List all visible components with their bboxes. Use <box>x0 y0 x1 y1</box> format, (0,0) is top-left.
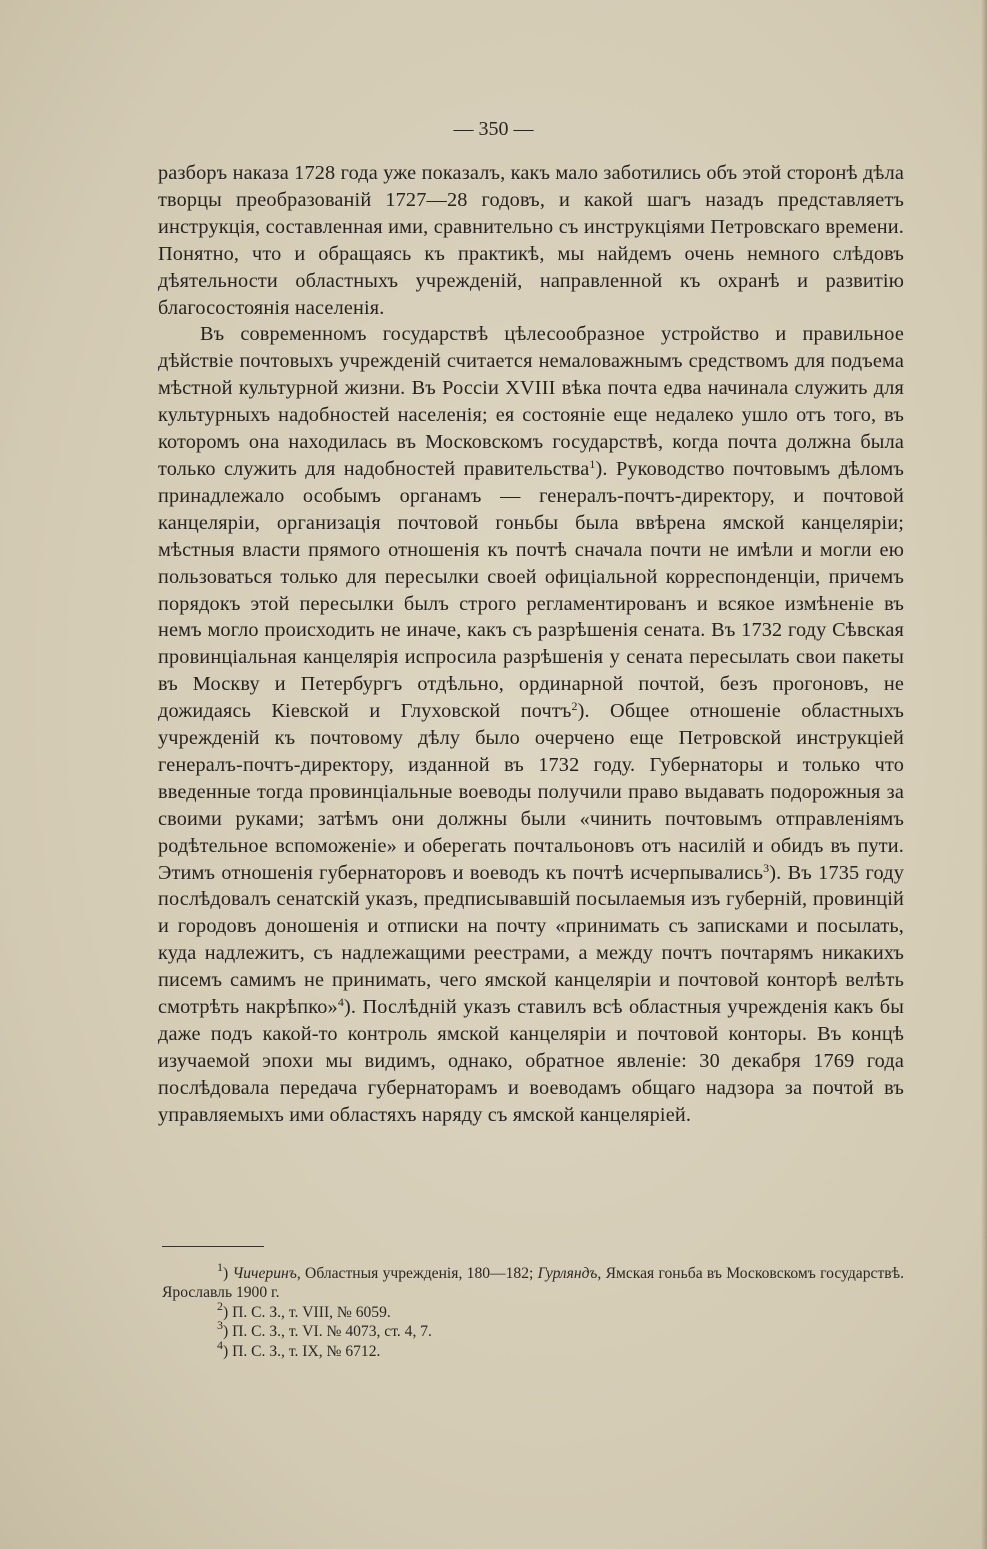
footnote-ref-1: 1 <box>589 456 596 471</box>
footnote-1-author-2: Гурляндъ <box>537 1265 598 1282</box>
footnote-4 <box>162 1337 904 1361</box>
footnotes <box>162 1260 904 1361</box>
footnote-2-marker: 2 <box>217 1298 223 1313</box>
paragraph-2-part-3: ). Общее отношеніе областныхъ учрежденій къ почтовому дѣлу было очерчено еще Петровской инструкціей генералъ-почтъ-директору, изданной въ 1732 году. Губернаторы и только что введенные тогда провинціальные воеводы получили право выдавать подорожныя за своими руками; затѣмъ они должны были «чинить почтовымъ отправленіямъ родѣтельное вспоможеніе» и оберегать почтальоновъ отъ насилій и обидъ въ пути. Этимъ отношенія губернаторовъ и воеводъ къ почтѣ исчерпывались <box>158 700 904 884</box>
page-edge-shadow <box>981 0 987 1549</box>
page-number: — 350 — <box>453 118 534 140</box>
paragraph-1: разборъ наказа 1728 года уже показалъ, какъ мало заботились объ этой сторонѣ дѣла творцы преобразованій 1727—28 годовъ, и какой шагъ назадъ представляетъ инструкція, составленная ими, сравнительно съ инструкціями Петровскаго времени. Понятно, что и обращаясь къ практикѣ, мы найдемъ очень немного слѣдовъ дѣятельности областныхъ учрежденій, направленной къ охранѣ и развитію благосостоянія населенія. <box>158 162 904 319</box>
footnote-3-marker: 3 <box>217 1318 223 1333</box>
footnote-4-text: ) П. С. З., т. IX, № 6712. <box>223 1342 381 1360</box>
footnote-1-text-1: , Областныя учрежденія, 180—182; <box>296 1265 538 1282</box>
footnote-4-marker: 4 <box>217 1337 223 1352</box>
footnote-ref-2: 2 <box>571 699 578 714</box>
footnote-1-author-1: Чичеринъ <box>232 1265 297 1282</box>
paragraph-2-part-4: ). Въ 1735 году послѣдовалъ сенатскій указъ, предписывавшій посылаемыя изъ губерній, провинцій и городовъ доношенія и отписки на почту «принимать съ записками и посылать, куда надлежитъ, съ надлежащими реестрами, а между почтъ почтарямъ никакихъ писемъ самимъ не принимать, чего ямской канцеляріи и почтовой конторѣ велѣть смотрѣть накрѣпко» <box>158 861 904 1019</box>
footnote-3 <box>162 1318 904 1341</box>
paragraph-2-part-2: ). Руководство почтовымъ дѣломъ принадлежало особымъ органамъ — генералъ-почтъ-директору, и почтовой канцеляріи, организація почтовой гоньбы была ввѣрена ямской канцеляріи; мѣстныя власти прямого отношенія къ почтѣ сначала почти не имѣли и могли ею пользоваться только для пересылки своей офиціальной корреспонденціи, причемъ порядокъ этой пересылки былъ строго регламентированъ и всякое измѣненіе въ немъ могло происходить не иначе, какъ съ разрѣшенія сената. Въ 1732 году Сѣвская провинціальная канцелярія испросила разрѣшенія у сената пересылать свои пакеты въ Москву и Петербургъ отдѣльно, ординарной почтой, безъ прогоновъ, не дожидаясь Кіевской и Глуховской почтъ <box>158 457 904 723</box>
body-text <box>158 160 904 1129</box>
footnote-1-text-2: , Ямская гоньба въ Московскомъ государствѣ. Ярославль 1900 г. <box>162 1265 904 1302</box>
footnote-ref-4: 4 <box>337 995 344 1010</box>
footnote-divider <box>162 1246 264 1247</box>
footnote-1-marker: 1 <box>217 1260 223 1274</box>
paragraph-2-part-5: ). Послѣдній указъ ставилъ всѣ областныя учрежденія какъ бы даже подъ какой-то контроль ямской канцеляріи и почтовой конторы. Въ концѣ изучаемой эпохи мы видимъ, однако, обратное явленіе: 30 декабря 1769 года послѣдовала передача губернаторамъ и воеводамъ общаго надзора за почтой въ управляемыхъ ими областяхъ наряду съ ямской канцеляріей. <box>158 996 904 1126</box>
footnote-1: $^1$) Чичеринъ, Областныя учрежденія, 180—182; Гурляндъ, Ямская гоньба въ Московскомъ государствѣ. Ярославль 1900 г. <box>162 1260 904 1302</box>
paragraph-2-part-1: Въ современномъ государствѣ цѣлесообразное устройство и правильное дѣйствіе почтовыхъ учрежденій считается немаловажнымъ средствомъ для подъема мѣстной культурной жизни. Въ Россіи XVIII вѣка почта едва начинала служить для культурныхъ надобностей населенія; ея состояніе еще недалеко ушло отъ того, въ которомъ она находилась въ Московскомъ государствѣ, когда почта должна была только служить для надобностей правительства <box>158 323 904 480</box>
footnote-2 <box>162 1298 904 1322</box>
paragraph-2 <box>158 321 904 1128</box>
footnote-3-text: ) П. С. З., т. VI. № 4073, ст. 4, 7. <box>223 1323 432 1341</box>
footnote-2-text: ) П. С. З., т. VIII, № 6059. <box>223 1303 391 1321</box>
footnote-ref-3: 3 <box>763 860 770 875</box>
